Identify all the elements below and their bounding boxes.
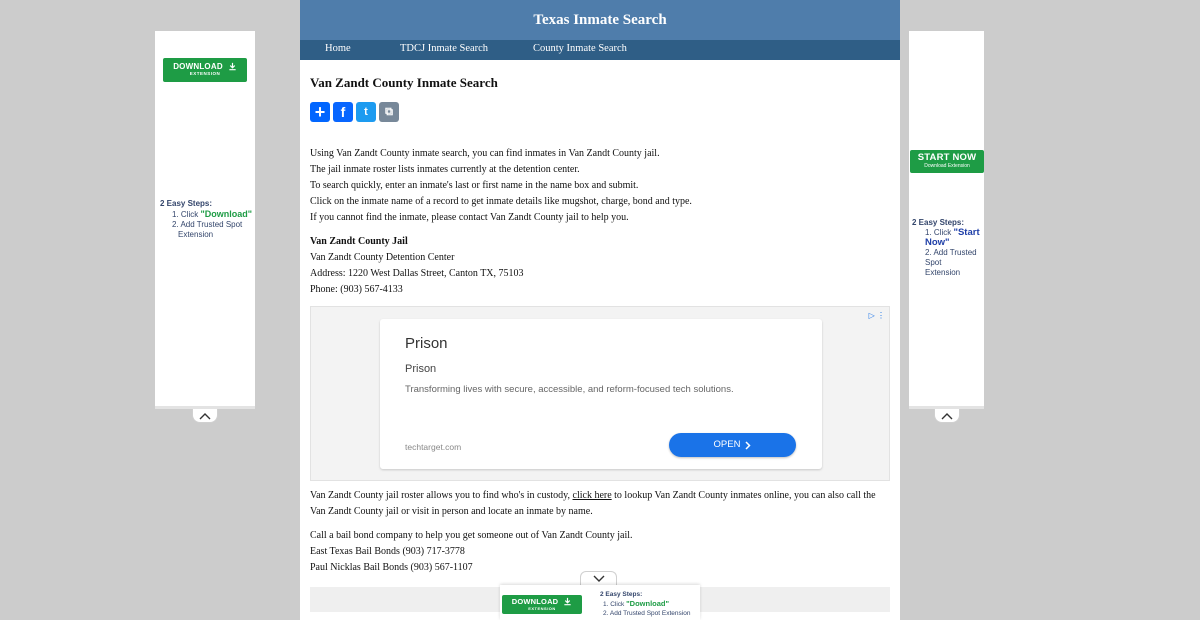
nav-bar <box>300 40 900 60</box>
left-ad-download-button[interactable] <box>163 58 247 82</box>
bail-company: Paul Nicklas Bail Bonds (903) 567-1107 <box>310 562 473 573</box>
jail-heading: Van Zandt County Jail <box>310 236 408 247</box>
bottom-sticky-ad[interactable] <box>500 585 700 620</box>
copy-link-icon[interactable]: ⧉ <box>379 102 399 122</box>
main-column <box>300 0 900 620</box>
left-ad-button-label: DOWNLOAD <box>173 62 223 71</box>
left-ad-collapse-button[interactable] <box>192 409 218 423</box>
ad-card[interactable] <box>380 319 822 469</box>
bottom-ad-collapse-button[interactable] <box>580 571 617 586</box>
bottom-ad-button-sublabel: EXTENSION <box>528 606 556 611</box>
left-side-ad[interactable] <box>155 31 255 409</box>
chevron-up-icon <box>941 412 953 420</box>
right-ad-button-label: START NOW <box>917 152 977 163</box>
bail-bonds: Call a bail bond company to help you get someone out of Van Zandt County jail. East Texas Bail Bonds (903) 717-3778 Paul Nicklas Bail Bonds (903) 567-1107 <box>310 528 633 576</box>
intro-paragraph: Using Van Zandt County inmate search, you can find inmates in Van Zandt County jail. The jail inmate roster lists inmates currently at the detention center. To search quickly, enter an inmate's last or first name in the name box and submit. Click on the inmate name of a record to get inmate details like mugshot, charge, bond and type. If you cannot find the inmate, please contact Van Zandt County jail to help you. <box>310 148 692 223</box>
share-buttons <box>310 102 399 122</box>
nav-item-county-inmate-search[interactable]: County Inmate Search <box>533 43 627 54</box>
left-ad-button-sublabel: EXTENSION <box>189 71 221 76</box>
ad-domain: techtarget.com <box>405 442 462 452</box>
chevron-right-icon <box>745 441 751 450</box>
site-header <box>300 0 900 40</box>
jail-phone: Phone: (903) 567-4133 <box>310 284 403 295</box>
page-title: Van Zandt County Inmate Search <box>310 75 498 90</box>
jail-info <box>310 234 524 298</box>
roster-link[interactable]: click here <box>572 490 612 501</box>
left-ad-steps: 2 Easy Steps: 1. Click "Download" 2. Add Trusted Spot Extension <box>160 199 252 239</box>
bottom-ad-button-label: DOWNLOAD <box>511 597 559 606</box>
ad-open-button[interactable] <box>669 433 796 457</box>
bottom-ad-steps: 2 Easy Steps: 1. Click "Download" 2. Add Trusted Spot Extension <box>600 591 691 617</box>
right-side-ad[interactable] <box>909 31 984 409</box>
ad-open-label: OPEN <box>713 439 741 450</box>
right-ad-steps: 2 Easy Steps: 1. Click "Start Now" 2. Add Trusted Spot Extension <box>912 218 980 277</box>
jail-address: Address: 1220 West Dallas Street, Canton TX, 75103 <box>310 268 524 279</box>
jail-name: Van Zandt County Detention Center <box>310 252 455 263</box>
twitter-icon[interactable]: t <box>356 102 376 122</box>
nav-item-home[interactable]: Home <box>325 43 351 54</box>
right-ad-button-sublabel: Download Extension <box>924 163 970 169</box>
ad-title[interactable]: Prison <box>405 335 448 352</box>
download-icon <box>563 597 572 606</box>
ad-subtitle: Prison <box>405 363 437 375</box>
right-ad-collapse-button[interactable] <box>934 409 960 423</box>
display-ad[interactable] <box>310 306 890 481</box>
site-title[interactable]: Texas Inmate Search <box>533 11 667 28</box>
download-icon <box>228 62 237 71</box>
bail-company: East Texas Bail Bonds (903) 717-3778 <box>310 546 465 557</box>
plus-share-icon[interactable]: + <box>310 102 330 122</box>
right-ad-start-button[interactable] <box>910 150 984 173</box>
chevron-down-icon <box>593 575 605 583</box>
chevron-up-icon <box>199 412 211 420</box>
roster-paragraph: Van Zandt County jail roster allows you to find who's in custody, click here to lookup Van Zandt County inmates online, you can also call the Van Zandt County jail or visit in person and locate an inmate by name. <box>310 490 876 517</box>
facebook-icon[interactable]: f <box>333 102 353 122</box>
adchoices-icon[interactable]: ▷ ⋮ <box>868 311 885 320</box>
bottom-ad-download-button[interactable] <box>502 595 582 614</box>
nav-item-tdcj-inmate-search[interactable]: TDCJ Inmate Search <box>400 43 489 54</box>
ad-description: Transforming lives with secure, accessible, and reform-focused tech solutions. <box>405 384 734 395</box>
